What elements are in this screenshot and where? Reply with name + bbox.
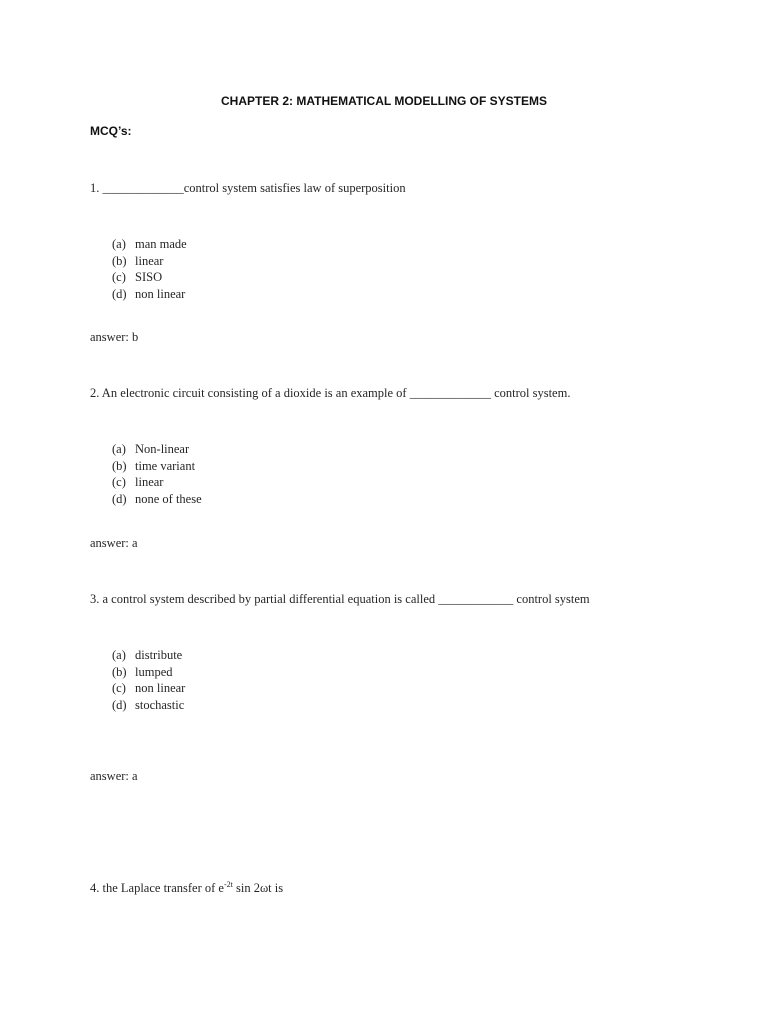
option-item: [112, 474, 202, 491]
question-3-answer: answer: a: [90, 769, 138, 783]
option-text: linear: [135, 475, 164, 489]
question-2-options: [112, 441, 202, 507]
option-item: [112, 458, 202, 475]
option-text: distribute: [135, 648, 183, 662]
option-item: [112, 441, 202, 458]
option-letter: (a): [112, 237, 126, 251]
option-letter: (a): [112, 648, 126, 662]
option-letter: (c): [112, 681, 126, 695]
section-heading: MCQ’s:: [90, 124, 132, 138]
question-1-text: 1. _____________control system satisfies law of superposition: [90, 181, 406, 195]
question-4-text: [90, 880, 283, 897]
chapter-title: CHAPTER 2: MATHEMATICAL MODELLING OF SYSTEMS: [221, 94, 547, 108]
option-text: SISO: [135, 270, 163, 284]
option-text: non linear: [135, 681, 186, 695]
option-text: man made: [135, 237, 187, 251]
question-4-text-before: 4. the Laplace transfer of e: [90, 881, 224, 895]
option-letter: (b): [112, 458, 127, 473]
question-3-text: 3. a control system described by partial differential equation is called ____________ control system: [90, 592, 590, 606]
option-item: [112, 269, 187, 286]
question-2-text: 2. An electronic circuit consisting of a dioxide is an example of _____________ control system.: [90, 386, 571, 400]
option-letter: (d): [112, 286, 127, 301]
question-3-options: [112, 647, 185, 713]
question-4-text-after: sin 2ωt is: [232, 881, 284, 895]
option-letter: (d): [112, 697, 127, 712]
option-item: [112, 253, 187, 270]
exponent-superscript: -2t: [223, 879, 233, 889]
question-1-answer: answer: b: [90, 330, 139, 344]
option-letter: (b): [112, 664, 127, 679]
option-text: none of these: [135, 491, 202, 506]
option-letter: (c): [112, 475, 126, 489]
option-letter: (a): [112, 442, 126, 456]
option-text: Non-linear: [135, 442, 190, 456]
option-item: [112, 664, 185, 681]
option-text: linear: [135, 253, 164, 268]
option-item: [112, 236, 187, 253]
option-text: time variant: [135, 458, 196, 473]
option-text: non linear: [135, 286, 186, 301]
option-letter: (d): [112, 491, 127, 506]
option-item: [112, 697, 185, 714]
option-text: stochastic: [135, 697, 185, 712]
question-2-answer: answer: a: [90, 536, 138, 550]
option-item: [112, 647, 185, 664]
question-1-options: [112, 236, 187, 302]
option-item: [112, 491, 202, 508]
option-item: [112, 286, 187, 303]
option-letter: (b): [112, 253, 127, 268]
option-letter: (c): [112, 270, 126, 284]
option-item: [112, 680, 185, 697]
option-text: lumped: [135, 664, 173, 679]
